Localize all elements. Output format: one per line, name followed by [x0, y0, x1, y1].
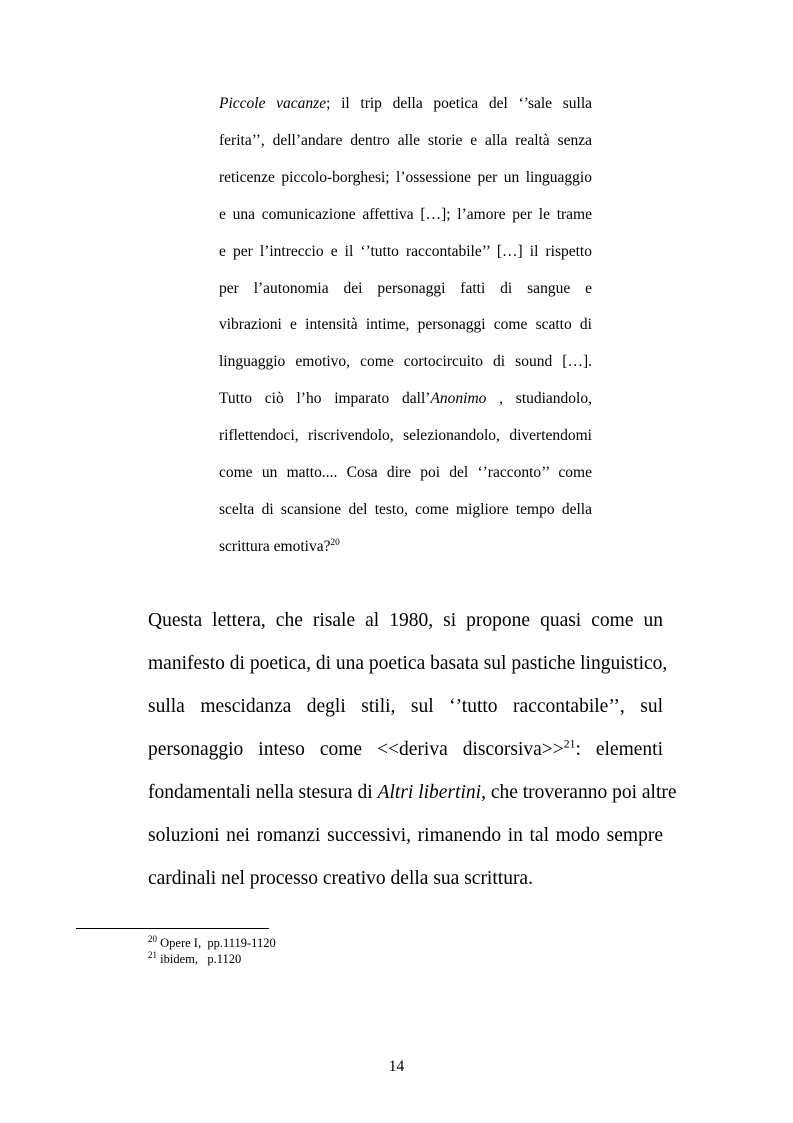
quote-line: reticenze piccolo-borghesi; l’ossessione per un linguaggio [219, 169, 592, 186]
quote-line: vibrazioni e intensità intime, personaggi come scatto di [219, 316, 592, 333]
body-line-text: fondamentali nella stesura di [148, 782, 378, 803]
quote-line: linguaggio emotivo, come cortocircuito di sound […]. [219, 353, 592, 370]
quote-line: ferita’’, dell’andare dentro alle storie e alla realtà senza [219, 132, 592, 149]
body-line: Questa lettera, che risale al 1980, si propone quasi come un [148, 610, 663, 631]
quote-line [219, 94, 592, 114]
footnote-number: 21 [148, 949, 157, 960]
quote-line-text: ; il trip della poetica del ‘’sale sulla [326, 95, 593, 112]
footnote-ref-21[interactable]: 21 [563, 737, 576, 751]
footnote-number: 20 [148, 933, 157, 944]
page-number: 14 [388, 1058, 405, 1075]
footnote-text: Opere I, pp.1119-1120 [157, 936, 276, 950]
body-line: soluzioni nei romanzi successivi, rimanendo in tal modo sempre [148, 825, 663, 846]
quote-line: riflettendoci, riscrivendolo, selezionandolo, divertendomi [219, 427, 592, 444]
quote-line: e una comunicazione affettiva […]; l’amore per le trame [219, 206, 592, 223]
body-line-text: , che troveranno poi altre [481, 782, 677, 803]
body-line: sulla mescidanza degli stili, sul ‘’tutto raccontabile’’, sul [148, 696, 663, 717]
quote-italic-title: Piccole vacanze [219, 95, 327, 112]
quote-italic-title: Anonimo [430, 390, 487, 407]
quote-line-last [219, 537, 592, 557]
quote-line [219, 389, 592, 409]
body-line-last: cardinali nel processo creativo della sua scrittura. [148, 868, 533, 889]
quote-line: come un matto.... Cosa dire poi del ‘’racconto’’ come [219, 464, 592, 481]
quote-line: per l’autonomia dei personaggi fatti di sangue e [219, 280, 592, 297]
footnote-ref-20[interactable]: 20 [330, 537, 340, 548]
quote-line-text: , studiandolo, [486, 390, 592, 407]
quote-line: scelta di scansione del testo, come migliore tempo della [219, 501, 592, 518]
book-title-italic: Altri libertini [377, 782, 482, 803]
quote-line-text: scrittura emotiva? [219, 538, 331, 555]
footnote-separator [76, 928, 269, 929]
footnote-text: ibidem, p.1120 [157, 952, 242, 966]
body-line [148, 780, 677, 806]
body-line-text: personaggio inteso come <<deriva discorsiva>> [148, 739, 564, 760]
footnote-21 [148, 949, 242, 967]
footnote-20 [148, 933, 276, 951]
body-line [148, 737, 663, 763]
body-line: manifesto di poetica, di una poetica basata sul pastiche linguistico, [148, 653, 668, 674]
quote-line-text: Tutto ciò l’ho imparato dall’ [219, 390, 431, 407]
quote-line: e per l’intreccio e il ‘’tutto raccontabile’’ […] il rispetto [219, 243, 592, 260]
body-line-text: : elementi [575, 739, 663, 760]
